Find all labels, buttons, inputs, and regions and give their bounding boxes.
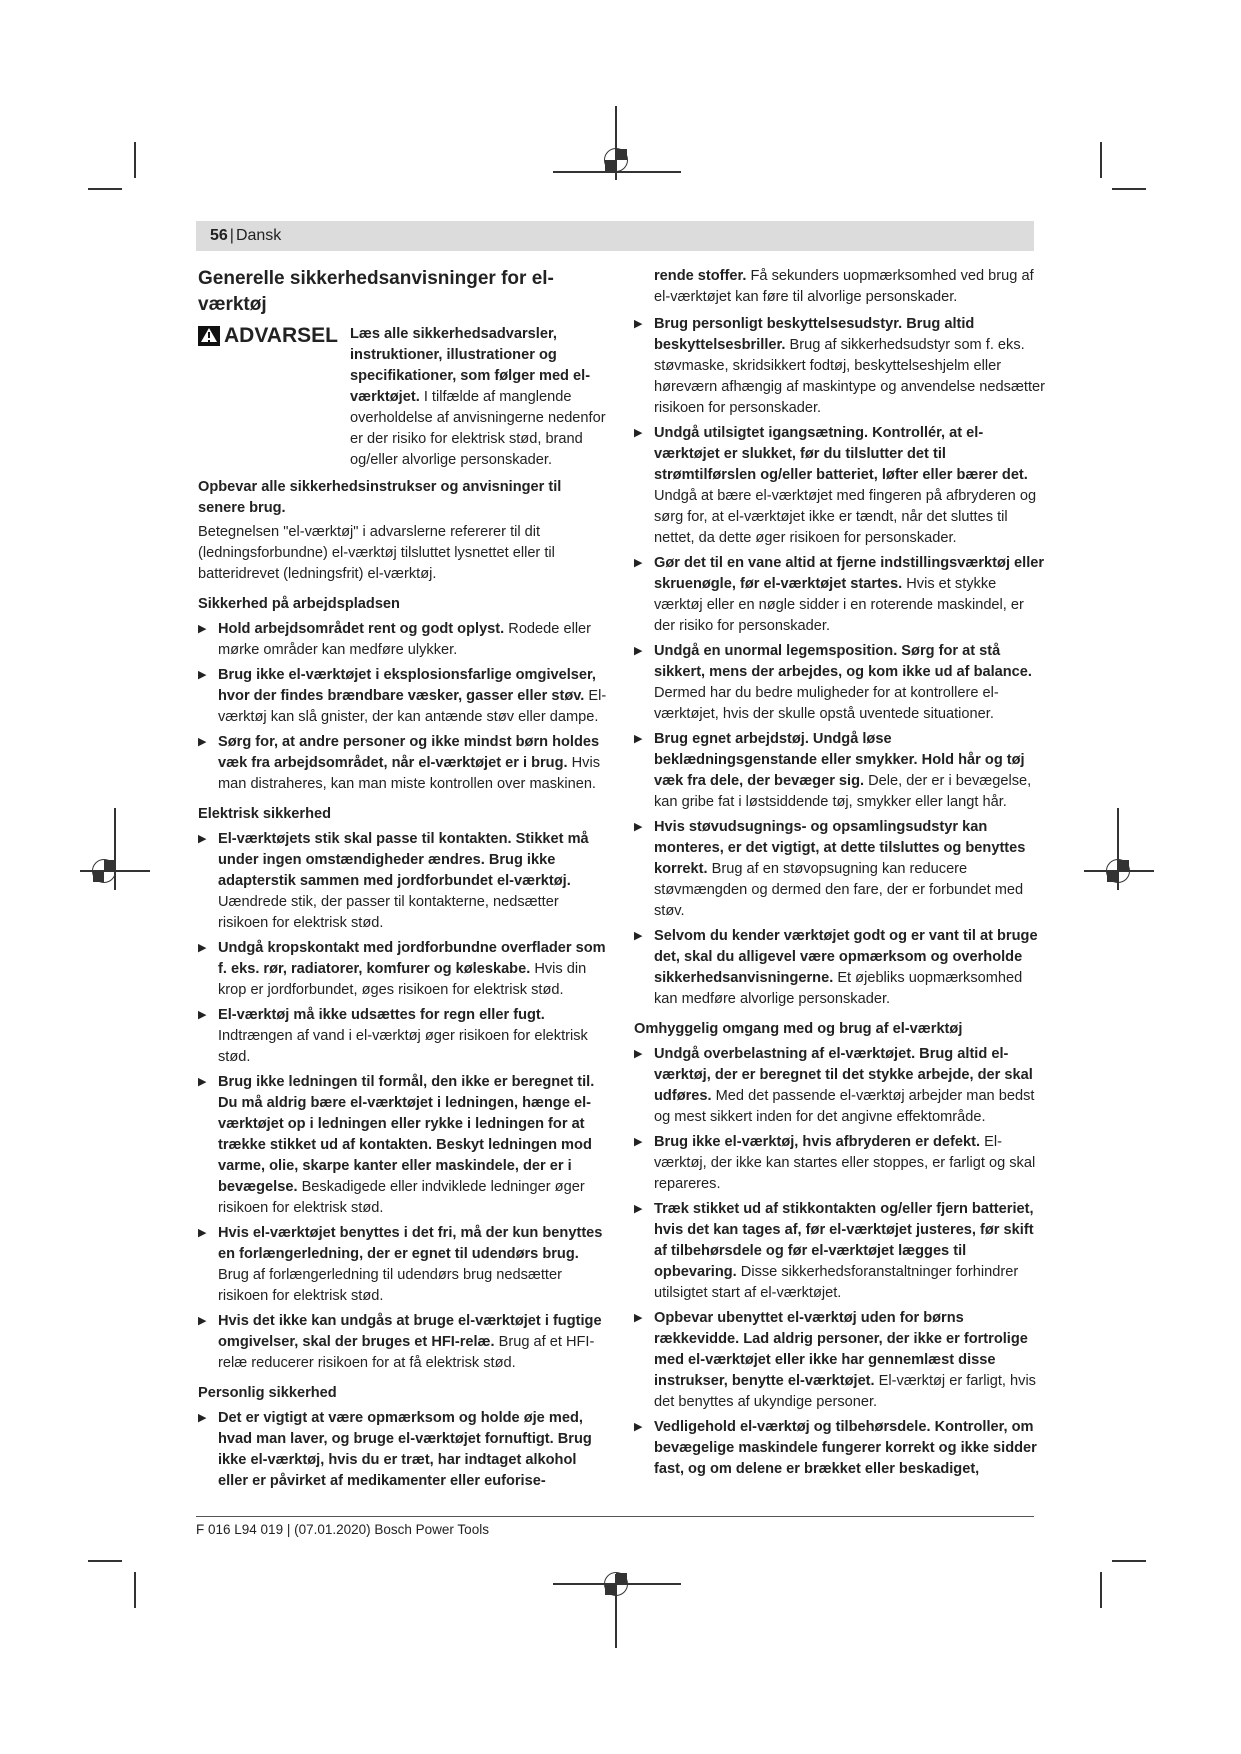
arrow-bullet-icon: ▶ [634,1421,643,1433]
crop-mark [88,188,122,190]
keep-instructions-text: Betegnelsen "el-værktøj" i advarslerne refererer til dit (ledningsforbundne) el-værktøj tilsluttet lysnettet eller til batteridrevet (ledningsfrit) el-værktøj. [198,524,555,582]
item-text: Brug af et HFI-relæ reducerer risikoen for at få elektrisk stød. [218,1334,595,1371]
arrow-bullet-icon: ▶ [198,1315,207,1327]
list-item [198,619,610,661]
list-item [634,423,1046,549]
page-number: 56 [210,227,228,244]
item-bold-text: Undgå overbelastning af el-værktøjet. Brug altid el-værktøj, der er beregnet til det stykke arbejde, der skal udføres. [654,1046,1033,1104]
list-item [198,1311,610,1374]
arrow-bullet-icon: ▶ [198,669,207,681]
list-item [198,1072,610,1219]
item-bold-text: Selvom du kender værktøjet godt og er vant til at bruge det, skal du alligevel være opmærksom og overholde sikkerhedsanvisningerne. [654,928,1038,986]
footer-divider [196,1516,1034,1517]
item-text: Et øjebliks uopmærksomhed kan medføre alvorlige personskader. [654,970,1023,1007]
page-header [196,221,1034,251]
item-text: Uændrede stik, der passer til kontakterne, nedsætter risikoen for elektrisk stød. [218,894,559,931]
item-text: Hvis din krop er jordforbundet, øges risikoen for elektrisk stød. [218,961,587,998]
crop-mark [1100,142,1102,178]
list-item [634,729,1046,813]
arrow-bullet-icon: ▶ [634,930,643,942]
header-separator: | [229,227,234,244]
continuation-text: Få sekunders uopmærksomhed ved brug af el-værktøjet kan føre til alvorlige personskader. [654,268,1034,305]
crop-mark [134,1572,136,1608]
item-bold-text: Hvis det ikke kan undgås at bruge el-værktøjet i fugtige omgivelser, skal der bruges et HFI-relæ. [218,1313,602,1350]
list-item [634,1308,1046,1413]
list-item [634,926,1046,1010]
item-bold-text: Sørg for, at andre personer og ikke mindst børn holdes væk fra arbejdsområdet, når el-værktøjet er i brug. [218,734,600,771]
item-text: Rodede eller mørke områder kan medføre ulykker. [218,621,592,658]
item-bold-text: Undgå kropskontakt med jordforbundne overflader som f. eks. rør, radiatorer, komfurer og køleskabe. [218,940,606,977]
list-item [198,1408,610,1492]
arrow-bullet-icon: ▶ [634,645,643,657]
left-column [198,266,610,1496]
list-item [634,817,1046,922]
continuation-paragraph [634,266,1046,308]
list-item [198,829,610,934]
warning-block [198,324,610,471]
arrow-bullet-icon: ▶ [198,833,207,845]
arrow-bullet-icon: ▶ [634,318,643,330]
item-bold-text: Brug ikke el-værktøj, hvis afbryderen er defekt. [654,1134,981,1150]
list-item [198,1005,610,1068]
item-text: Beskadigede eller indviklede ledninger øger risikoen for elektrisk stød. [218,1179,585,1216]
list-item [634,1417,1046,1480]
arrow-bullet-icon: ▶ [198,1227,207,1239]
list-item [198,1223,610,1307]
arrow-bullet-icon: ▶ [634,1048,643,1060]
item-bold-text: Vedligehold el-værktøj og tilbehørsdele. Kontroller, om bevægelige maskindele fungerer korrekt og ikke sidder fast, og om delene er brækket eller beskadiget, [654,1419,1037,1477]
page-title: Generelle sikkerhedsanvisninger for el-værktøj [198,268,554,315]
item-bold-text: Undgå utilsigtet igangsætning. Kontrollér, at el-værktøjet er slukket, før du tilslutter det til strømtilførslen og/eller batteriet, løfter eller bærer det. [654,425,1028,483]
keep-instructions-heading: Opbevar alle sikkerhedsinstrukser og anvisninger til senere brug. [198,479,562,516]
warning-bold-text: Læs alle sikkerhedsadvarsler, instruktioner, illustrationer og specifikationer, som følger med el-værktøjet. [350,326,591,405]
arrow-bullet-icon: ▶ [634,557,643,569]
arrow-bullet-icon: ▶ [634,1312,643,1324]
item-text: Dermed har du bedre muligheder for at kontrollere el-værktøjet, hvis der skulle opstå uventede situationer. [654,685,999,722]
arrow-bullet-icon: ▶ [634,733,643,745]
section-heading: Sikkerhed på arbejdspladsen [198,596,400,612]
arrow-bullet-icon: ▶ [634,1136,643,1148]
page-footer: F 016 L94 019 | (07.01.2020) Bosch Power Tools [196,1522,489,1537]
item-bold-text: Det er vigtigt at være opmærksom og holde øje med, hvad man laver, og bruge el-værktøjet fornuftigt. Brug ikke el-værktøj, hvis du er træt, har indtaget alkohol eller er påvirket af medikamenter eller euforise- [218,1410,592,1489]
item-bold-text: Brug ikke ledningen til formål, den ikke er beregnet til. Du må aldrig bære el-værktøjet i ledningen, hænge el-værktøjet op i ledningen eller rykke i ledningen for at trække stikket ud af kontakten. Beskyt ledningen mod varme, olie, skarpe kanter eller maskindele, der er i bevægelse. [218,1074,595,1195]
page-header-text [210,227,281,245]
item-bold-text: Brug egnet arbejdstøj. Undgå løse beklædningsgenstande eller smykker. Hold hår og tøj væk fra dele, der bevæger sig. [654,731,1025,789]
item-text: Undgå at bære el-værktøjet med fingeren på afbryderen og sørg for, at el-værktøjet ikke er tændt, når det sluttes til nettet, da dette øger risikoen for personskader. [654,488,1037,546]
list-item [198,938,610,1001]
section-heading: Omhyggelig omgang med og brug af el-værktøj [634,1021,963,1037]
list-item [634,314,1046,419]
section-heading: Elektrisk sikkerhed [198,806,332,822]
registration-target-icon [604,1572,628,1596]
arrow-bullet-icon: ▶ [634,427,643,439]
item-text: Indtrængen af vand i el-værktøj øger risikoen for elektrisk stød. [218,1028,588,1065]
crop-mark [1112,188,1146,190]
arrow-bullet-icon: ▶ [198,1412,207,1424]
arrow-bullet-icon: ▶ [198,942,207,954]
warning-badge [198,324,340,348]
item-bold-text: Brug personligt beskyttelsesudstyr. Brug altid beskyttelsesbriller. [654,316,975,353]
registration-target-icon [92,859,116,883]
item-text: Brug af sikkerhedsudstyr som f. eks. støvmaske, skridsikkert fodtøj, beskyttelseshjelm eller høreværn afhængig af maskintype og anvendelse nedsætter risikoen for personskader. [654,337,1046,416]
item-text: El-værktøj er farligt, hvis det benyttes af ukyndige personer. [654,1373,1036,1410]
continuation-bold: rende stoffer. [654,268,747,284]
item-text: El-værktøj, der ikke kan startes eller stoppes, er farligt og skal repareres. [654,1134,1036,1192]
list-item [634,553,1046,637]
item-bold-text: Træk stikket ud af stikkontakten og/eller fjern batteriet, hvis det kan tages af, før el-værktøjet justeres, før skift af tilbehørsdele og før el-værktøjet lægges til opbevaring. [654,1201,1034,1280]
item-text: Disse sikkerhedsforanstaltninger forhindrer utilsigtet start af el-værktøjet. [654,1264,1019,1301]
item-bold-text: Brug ikke el-værktøjet i eksplosionsfarlige omgivelser, hvor der findes brændbare væsker, gasser eller støv. [218,667,596,704]
crop-mark [1112,1560,1146,1562]
item-bold-text: Hvis støvudsugnings- og opsamlingsudstyr kan monteres, er det vigtigt, at dette tilsluttes og benyttes korrekt. [654,819,1026,877]
arrow-bullet-icon: ▶ [634,1203,643,1215]
item-text: El-værktøj kan slå gnister, der kan antænde støv eller dampe. [218,688,607,725]
item-bold-text: Undgå en unormal legemsposition. Sørg for at stå sikkert, mens der arbejdes, og kom ikke ud af balance. [654,643,1032,680]
crop-mark [134,142,136,178]
item-bold-text: Gør det til en vane altid at fjerne indstillingsværktøj eller skruenøgle, før el-værktøjet startes. [654,555,1045,592]
right-column [634,266,1046,1484]
item-bold-text: Opbevar ubenyttet el-værktøj uden for børns rækkevidde. Lad aldrig personer, der ikke er fortrolige med el-værktøjet eller ikke har gennemlæst disse instrukser, benytte el-værktøjet. [654,1310,1028,1389]
arrow-bullet-icon: ▶ [198,623,207,635]
arrow-bullet-icon: ▶ [198,736,207,748]
header-language: Dansk [235,227,282,244]
list-item [198,665,610,728]
item-text: Brug af en støvopsugning kan reducere støvmængden og dermed den fare, der er forbundet med støv. [654,861,1024,919]
registration-target-icon [1106,859,1130,883]
item-text: Hvis et stykke værktøj eller en nøgle sidder i en roterende maskindel, er der risiko for personskader. [654,576,1024,634]
item-text: Dele, der er i bevægelse, kan gribe fat i løstsiddende tøj, smykker eller langt hår. [654,773,1032,810]
item-bold-text: El-værktøjets stik skal passe til kontakten. Stikket må under ingen omstændigheder ændres. Brug ikke adapterstik sammen med jordforbundet el-værktøj. [218,831,589,889]
list-item [198,732,610,795]
item-bold-text: Hold arbejdsområdet rent og godt oplyst. [218,621,505,637]
warning-content [350,324,610,471]
list-item [634,1044,1046,1128]
item-bold-text: El-værktøj må ikke udsættes for regn eller fugt. [218,1007,545,1023]
warning-body-text: I tilfælde af manglende overholdelse af anvisningerne nedenfor er der risiko for elektrisk stød, brand og/eller alvorlige personskader. [350,389,606,468]
item-bold-text: Hvis el-værktøjet benyttes i det fri, må der kun benyttes en forlængerledning, der er egnet til udendørs brug. [218,1225,603,1262]
warning-triangle-icon [198,326,220,346]
item-text: Brug af forlængerledning til udendørs brug nedsætter risikoen for elektrisk stød. [218,1267,562,1304]
registration-target-icon [604,148,628,172]
crop-mark [88,1560,122,1562]
list-item [634,1199,1046,1304]
arrow-bullet-icon: ▶ [198,1076,207,1088]
warning-label: ADVARSEL [224,324,338,347]
list-item [634,1132,1046,1195]
section-heading: Personlig sikkerhed [198,1385,337,1401]
list-item [634,641,1046,725]
item-text: Med det passende el-værktøj arbejder man bedst og mest sikkert inden for det angivne effektområde. [654,1088,1035,1125]
crop-mark [1100,1572,1102,1608]
arrow-bullet-icon: ▶ [198,1009,207,1021]
arrow-bullet-icon: ▶ [634,821,643,833]
registration-line [114,808,116,890]
item-text: Hvis man distraheres, kan man miste kontrollen over maskinen. [218,755,601,792]
